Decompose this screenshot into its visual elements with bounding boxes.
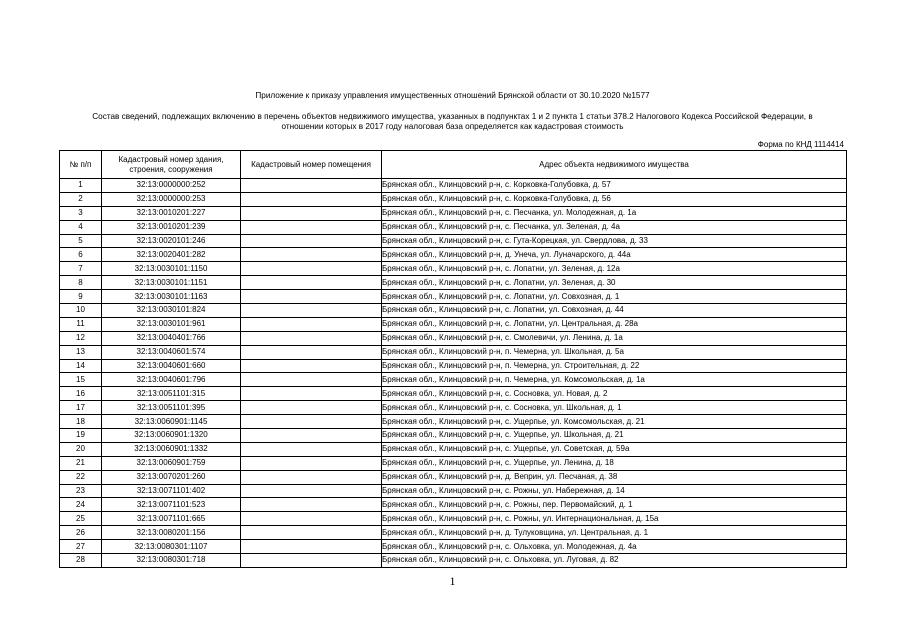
cell-num: 28 (60, 554, 102, 568)
page-number: 1 (449, 574, 456, 588)
header-cadastral (102, 151, 241, 179)
table-row (60, 387, 847, 401)
cell-cadastral: 32:13:0040601:574 (102, 345, 241, 359)
cell-cadastral: 32:13:0051101:395 (102, 401, 241, 415)
cell-address: Брянская обл., Клинцовский р-н, д. Унеча, ул. Луначарского, д. 44а (382, 248, 847, 262)
cell-cadastral: 32:13:0010201:227 (102, 206, 241, 220)
cell-room (241, 234, 382, 248)
cell-cadastral: 32:13:0030101:1150 (102, 262, 241, 276)
cell-cadastral: 32:13:0070201:260 (102, 470, 241, 484)
cell-room (241, 179, 382, 193)
cell-address: Брянская обл., Клинцовский р-н, д. Тулуковщина, ул. Центральная, д. 1 (382, 526, 847, 540)
cell-room (241, 248, 382, 262)
cell-cadastral: 32:13:0080301:1107 (102, 540, 241, 554)
cell-address: Брянская обл., Клинцовский р-н, с. Лопатни, ул. Зеленая, д. 12а (382, 262, 847, 276)
cell-room (241, 220, 382, 234)
cell-num: 24 (60, 498, 102, 512)
cell-room (241, 470, 382, 484)
cell-cadastral: 32:13:0030101:961 (102, 317, 241, 331)
header-cadastral-label: Кадастровый номер здания, строения, сооружения (118, 155, 224, 174)
header-address-label: Адрес объекта недвижимого имущества (539, 159, 689, 169)
cell-room (241, 484, 382, 498)
cell-address: Брянская обл., Клинцовский р-н, с. Рожны, пер. Первомайский, д. 1 (382, 498, 847, 512)
cell-num: 13 (60, 345, 102, 359)
header-num (60, 151, 102, 179)
cell-address: Брянская обл., Клинцовский р-н, с. Ольховка, ул. Луговая, д. 82 (382, 554, 847, 568)
cell-address: Брянская обл., Клинцовский р-н, с. Песчанка, ул. Молодежная, д. 1а (382, 206, 847, 220)
table-row (60, 206, 847, 220)
cell-address: Брянская обл., Клинцовский р-н, п. Чемерна, ул. Строительная, д. 22 (382, 359, 847, 373)
cell-cadastral: 32:13:0000000:253 (102, 192, 241, 206)
table-row (60, 526, 847, 540)
cell-num: 6 (60, 248, 102, 262)
cell-address: Брянская обл., Клинцовский р-н, с. Корковка-Голубовка, д. 56 (382, 192, 847, 206)
cell-address: Брянская обл., Клинцовский р-н, п. Чемерна, ул. Школьная, д. 5а (382, 345, 847, 359)
table-row (60, 498, 847, 512)
cell-cadastral: 32:13:0051101:315 (102, 387, 241, 401)
cell-room (241, 526, 382, 540)
cell-cadastral: 32:13:0060901:1320 (102, 429, 241, 443)
cell-room (241, 498, 382, 512)
table-row (60, 540, 847, 554)
table-row (60, 373, 847, 387)
table-row (60, 179, 847, 193)
cell-num: 15 (60, 373, 102, 387)
cell-address: Брянская обл., Клинцовский р-н, д. Веприн, ул. Песчаная, д. 38 (382, 470, 847, 484)
cell-num: 3 (60, 206, 102, 220)
table-row (60, 345, 847, 359)
cell-address: Брянская обл., Клинцовский р-н, п. Чемерна, ул. Комсомольская, д. 1а (382, 373, 847, 387)
cell-room (241, 290, 382, 304)
cell-room (241, 387, 382, 401)
cell-address: Брянская обл., Клинцовский р-н, с. Гута-Корецкая, ул. Свердлова, д. 33 (382, 234, 847, 248)
cell-cadastral: 32:13:0010201:239 (102, 220, 241, 234)
table-row (60, 415, 847, 429)
cell-cadastral: 32:13:0030101:824 (102, 304, 241, 318)
cell-room (241, 554, 382, 568)
cell-room (241, 540, 382, 554)
table-row (60, 401, 847, 415)
cell-room (241, 206, 382, 220)
cell-num: 1 (60, 179, 102, 193)
cell-room (241, 331, 382, 345)
cell-address: Брянская обл., Клинцовский р-н, с. Лопатни, ул. Зеленая, д. 30 (382, 276, 847, 290)
cell-cadastral: 32:13:0060901:759 (102, 456, 241, 470)
cell-num: 19 (60, 429, 102, 443)
cell-num: 22 (60, 470, 102, 484)
cell-num: 20 (60, 442, 102, 456)
cell-num: 26 (60, 526, 102, 540)
cell-num: 21 (60, 456, 102, 470)
table-row (60, 262, 847, 276)
cell-room (241, 359, 382, 373)
cell-room (241, 345, 382, 359)
cell-num: 11 (60, 317, 102, 331)
table-row (60, 484, 847, 498)
cell-cadastral: 32:13:0040601:660 (102, 359, 241, 373)
document-subtitle-line-1: Состав сведений, подлежащих включению в перечень объектов недвижимого имущества, указанных в подпунктах 1 и 2 пункта 1 статьи 378.2 Налогового Кодекса Российской Федерации, в (92, 112, 813, 121)
form-code: Форма по КНД 1114414 (757, 140, 844, 149)
cell-cadastral: 32:13:0000000:252 (102, 179, 241, 193)
cell-num: 17 (60, 401, 102, 415)
cell-address: Брянская обл., Клинцовский р-н, с. Ущерпье, ул. Комсомольская, д. 21 (382, 415, 847, 429)
cell-num: 23 (60, 484, 102, 498)
cell-room (241, 262, 382, 276)
cell-num: 12 (60, 331, 102, 345)
cell-address: Брянская обл., Клинцовский р-н, с. Ольховка, ул. Молодежная, д. 4а (382, 540, 847, 554)
header-room-label: Кадастровый номер помещения (251, 159, 371, 169)
cell-room (241, 192, 382, 206)
cell-num: 7 (60, 262, 102, 276)
table-row (60, 429, 847, 443)
table-row (60, 331, 847, 345)
cell-room (241, 512, 382, 526)
cell-cadastral: 32:13:0030101:1163 (102, 290, 241, 304)
cell-num: 2 (60, 192, 102, 206)
table-row (60, 359, 847, 373)
table-row (60, 456, 847, 470)
cell-num: 18 (60, 415, 102, 429)
cell-room (241, 415, 382, 429)
cell-room (241, 456, 382, 470)
document-subtitle (0, 112, 905, 132)
cell-num: 10 (60, 304, 102, 318)
cell-cadastral: 32:13:0060901:1332 (102, 442, 241, 456)
cell-cadastral: 32:13:0040601:796 (102, 373, 241, 387)
table-row (60, 554, 847, 568)
document-subtitle-line-2: отношении которых в 2017 году налоговая база определяется как кадастровая стоимость (281, 122, 624, 131)
cell-address: Брянская обл., Клинцовский р-н, с. Лопатни, ул. Совхозная, д. 1 (382, 290, 847, 304)
cell-room (241, 373, 382, 387)
header-address (382, 151, 847, 179)
table-row (60, 248, 847, 262)
table-row (60, 470, 847, 484)
cell-cadastral: 32:13:0080301:718 (102, 554, 241, 568)
cell-room (241, 317, 382, 331)
cell-cadastral: 32:13:0071101:523 (102, 498, 241, 512)
table-row (60, 192, 847, 206)
cell-num: 25 (60, 512, 102, 526)
cell-address: Брянская обл., Клинцовский р-н, с. Ущерпье, ул. Школьная, д. 21 (382, 429, 847, 443)
cell-address: Брянская обл., Клинцовский р-н, с. Рожны, ул. Интернациональная, д. 15а (382, 512, 847, 526)
property-table (59, 150, 847, 568)
table-row (60, 234, 847, 248)
cell-address: Брянская обл., Клинцовский р-н, с. Лопатни, ул. Совхозная, д. 44 (382, 304, 847, 318)
cell-cadastral: 32:13:0080201:156 (102, 526, 241, 540)
cell-room (241, 442, 382, 456)
table-body (60, 179, 847, 568)
cell-cadastral: 32:13:0020401:282 (102, 248, 241, 262)
cell-address: Брянская обл., Клинцовский р-н, с. Рожны, ул. Набережная, д. 14 (382, 484, 847, 498)
cell-num: 5 (60, 234, 102, 248)
header-room (241, 151, 382, 179)
cell-address: Брянская обл., Клинцовский р-н, с. Ущерпье, ул. Советская, д. 59а (382, 442, 847, 456)
header-num-label: № п/п (69, 159, 92, 169)
table-header-row (60, 151, 847, 179)
cell-cadastral: 32:13:0071101:402 (102, 484, 241, 498)
table-row (60, 290, 847, 304)
cell-room (241, 276, 382, 290)
cell-num: 8 (60, 276, 102, 290)
cell-num: 4 (60, 220, 102, 234)
cell-address: Брянская обл., Клинцовский р-н, с. Смолевичи, ул. Ленина, д. 1а (382, 331, 847, 345)
table-row (60, 220, 847, 234)
table-row (60, 442, 847, 456)
document-intro: Приложение к приказу управления имущественных отношений Брянской области от 30.10.2020 №1577 (255, 91, 650, 100)
cell-num: 9 (60, 290, 102, 304)
cell-cadastral: 32:13:0040401:766 (102, 331, 241, 345)
cell-address: Брянская обл., Клинцовский р-н, с. Сосновка, ул. Школьная, д. 1 (382, 401, 847, 415)
cell-cadastral: 32:13:0020101:246 (102, 234, 241, 248)
cell-room (241, 429, 382, 443)
table-row (60, 276, 847, 290)
cell-cadastral: 32:13:0071101:665 (102, 512, 241, 526)
cell-num: 16 (60, 387, 102, 401)
cell-num: 27 (60, 540, 102, 554)
cell-num: 14 (60, 359, 102, 373)
cell-address: Брянская обл., Клинцовский р-н, с. Сосновка, ул. Новая, д. 2 (382, 387, 847, 401)
table-row (60, 304, 847, 318)
cell-address: Брянская обл., Клинцовский р-н, с. Лопатни, ул. Центральная, д. 28а (382, 317, 847, 331)
table-row (60, 317, 847, 331)
cell-address: Брянская обл., Клинцовский р-н, с. Песчанка, ул. Зеленая, д. 4а (382, 220, 847, 234)
cell-address: Брянская обл., Клинцовский р-н, с. Ущерпье, ул. Ленина, д. 18 (382, 456, 847, 470)
table-row (60, 512, 847, 526)
cell-cadastral: 32:13:0030101:1151 (102, 276, 241, 290)
cell-room (241, 401, 382, 415)
cell-room (241, 304, 382, 318)
cell-address: Брянская обл., Клинцовский р-н, с. Корковка-Голубовка, д. 57 (382, 179, 847, 193)
cell-cadastral: 32:13:0060901:1145 (102, 415, 241, 429)
